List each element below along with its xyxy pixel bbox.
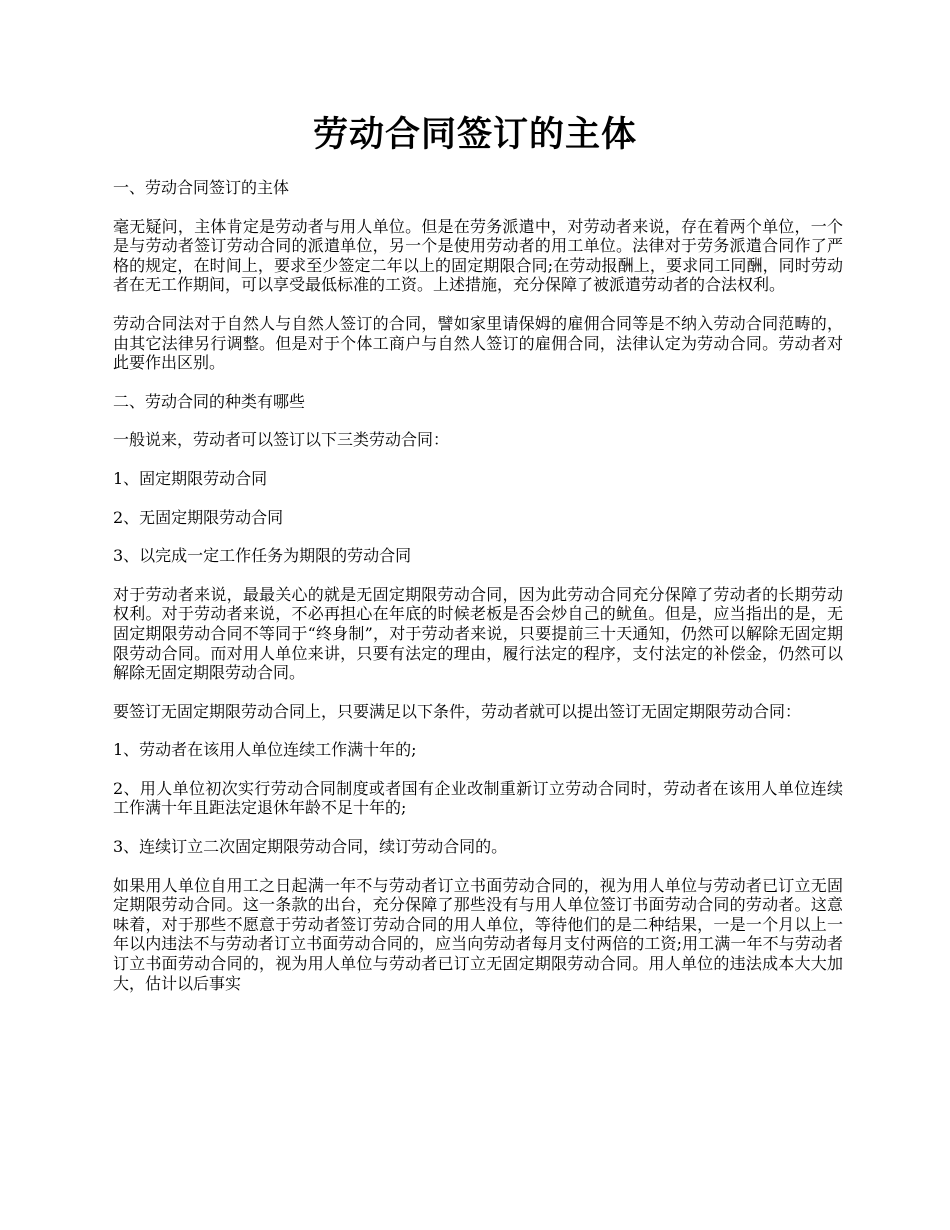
list-item: 1、固定期限劳动合同: [113, 468, 268, 488]
paragraph: 要签订无固定期限劳动合同上，只要满足以下条件，劳动者就可以提出签订无固定期限劳动合同：: [113, 701, 802, 721]
document-body: [113, 178, 843, 1012]
paragraph: 一般说来，劳动者可以签订以下三类劳动合同：: [113, 430, 450, 450]
paragraph: 毫无疑问，主体肯定是劳动者与用人单位。但是在劳务派遣中，对劳动者来说，存在着两个单位，一个是与劳动者签订劳动合同的派遣单位，另一个是使用劳动者的用工单位。法律对于劳务派遣合同作了严格的规定，在时间上，要求至少签定二年以上的固定期限合同;在劳动报酬上，要求同工同酬，同时劳动者在无工作期间，可以享受最低标准的工资。上述措施，充分保障了被派遣劳动者的合法权利。: [113, 216, 843, 295]
section-heading-1: 一、劳动合同签订的主体: [113, 178, 290, 197]
list-item: 2、用人单位初次实行劳动合同制度或者国有企业改制重新订立劳动合同时，劳动者在该用人单位连续工作满十年且距法定退休年龄不足十年的;: [113, 778, 843, 818]
section-heading-2: 二、劳动合同的种类有哪些: [113, 391, 306, 411]
list-item: 3、连续订立二次固定期限劳动合同，续订劳动合同的。: [113, 837, 508, 857]
paragraph: 对于劳动者来说，最最关心的就是无固定期限劳动合同，因为此劳动合同充分保障了劳动者的长期劳动权利。对于劳动者来说，不必再担心在年底的时候老板是否会炒自己的鱿鱼。但是，应当指出的是，无固定期限劳动合同不等同于“终身制”，对于劳动者来说，只要提前三十天通知，仍然可以解除无固定期限劳动合同。而对用人单位来讲，只要有法定的理由，履行法定的程序，支付法定的补偿金，仍然可以解除无固定期限劳动合同。: [113, 584, 843, 683]
list-item: 3、以完成一定工作任务为期限的劳动合同: [113, 546, 412, 566]
list-item: 1、劳动者在该用人单位连续工作满十年的;: [113, 740, 417, 760]
document-title: 劳动合同签订的主体: [312, 114, 637, 155]
paragraph: 劳动合同法对于自然人与自然人签订的合同，譬如家里请保姆的雇佣合同等是不纳入劳动合同范畴的，由其它法律另行调整。但是对于个体工商户与自然人签订的雇佣合同，法律认定为劳动合同。劳动者对此要作出区别。: [113, 313, 843, 373]
paragraph: 如果用人单位自用工之日起满一年不与劳动者订立书面劳动合同的，视为用人单位与劳动者已订立无固定期限劳动合同。这一条款的出台，充分保障了那些没有与用人单位签订书面劳动合同的劳动者。这意味着，对于那些不愿意于劳动者签订劳动合同的用人单位，等待他们的是二种结果，一是一个月以上一年以内违法不与劳动者订立书面劳动合同的，应当向劳动者每月支付两倍的工资;用工满一年不与劳动者订立书面劳动合同的，视为用人单位与劳动者已订立无固定期限劳动合同。用人单位的违法成本大大加大，估计以后事实: [113, 875, 843, 993]
list-item: 2、无固定期限劳动合同: [113, 507, 284, 527]
